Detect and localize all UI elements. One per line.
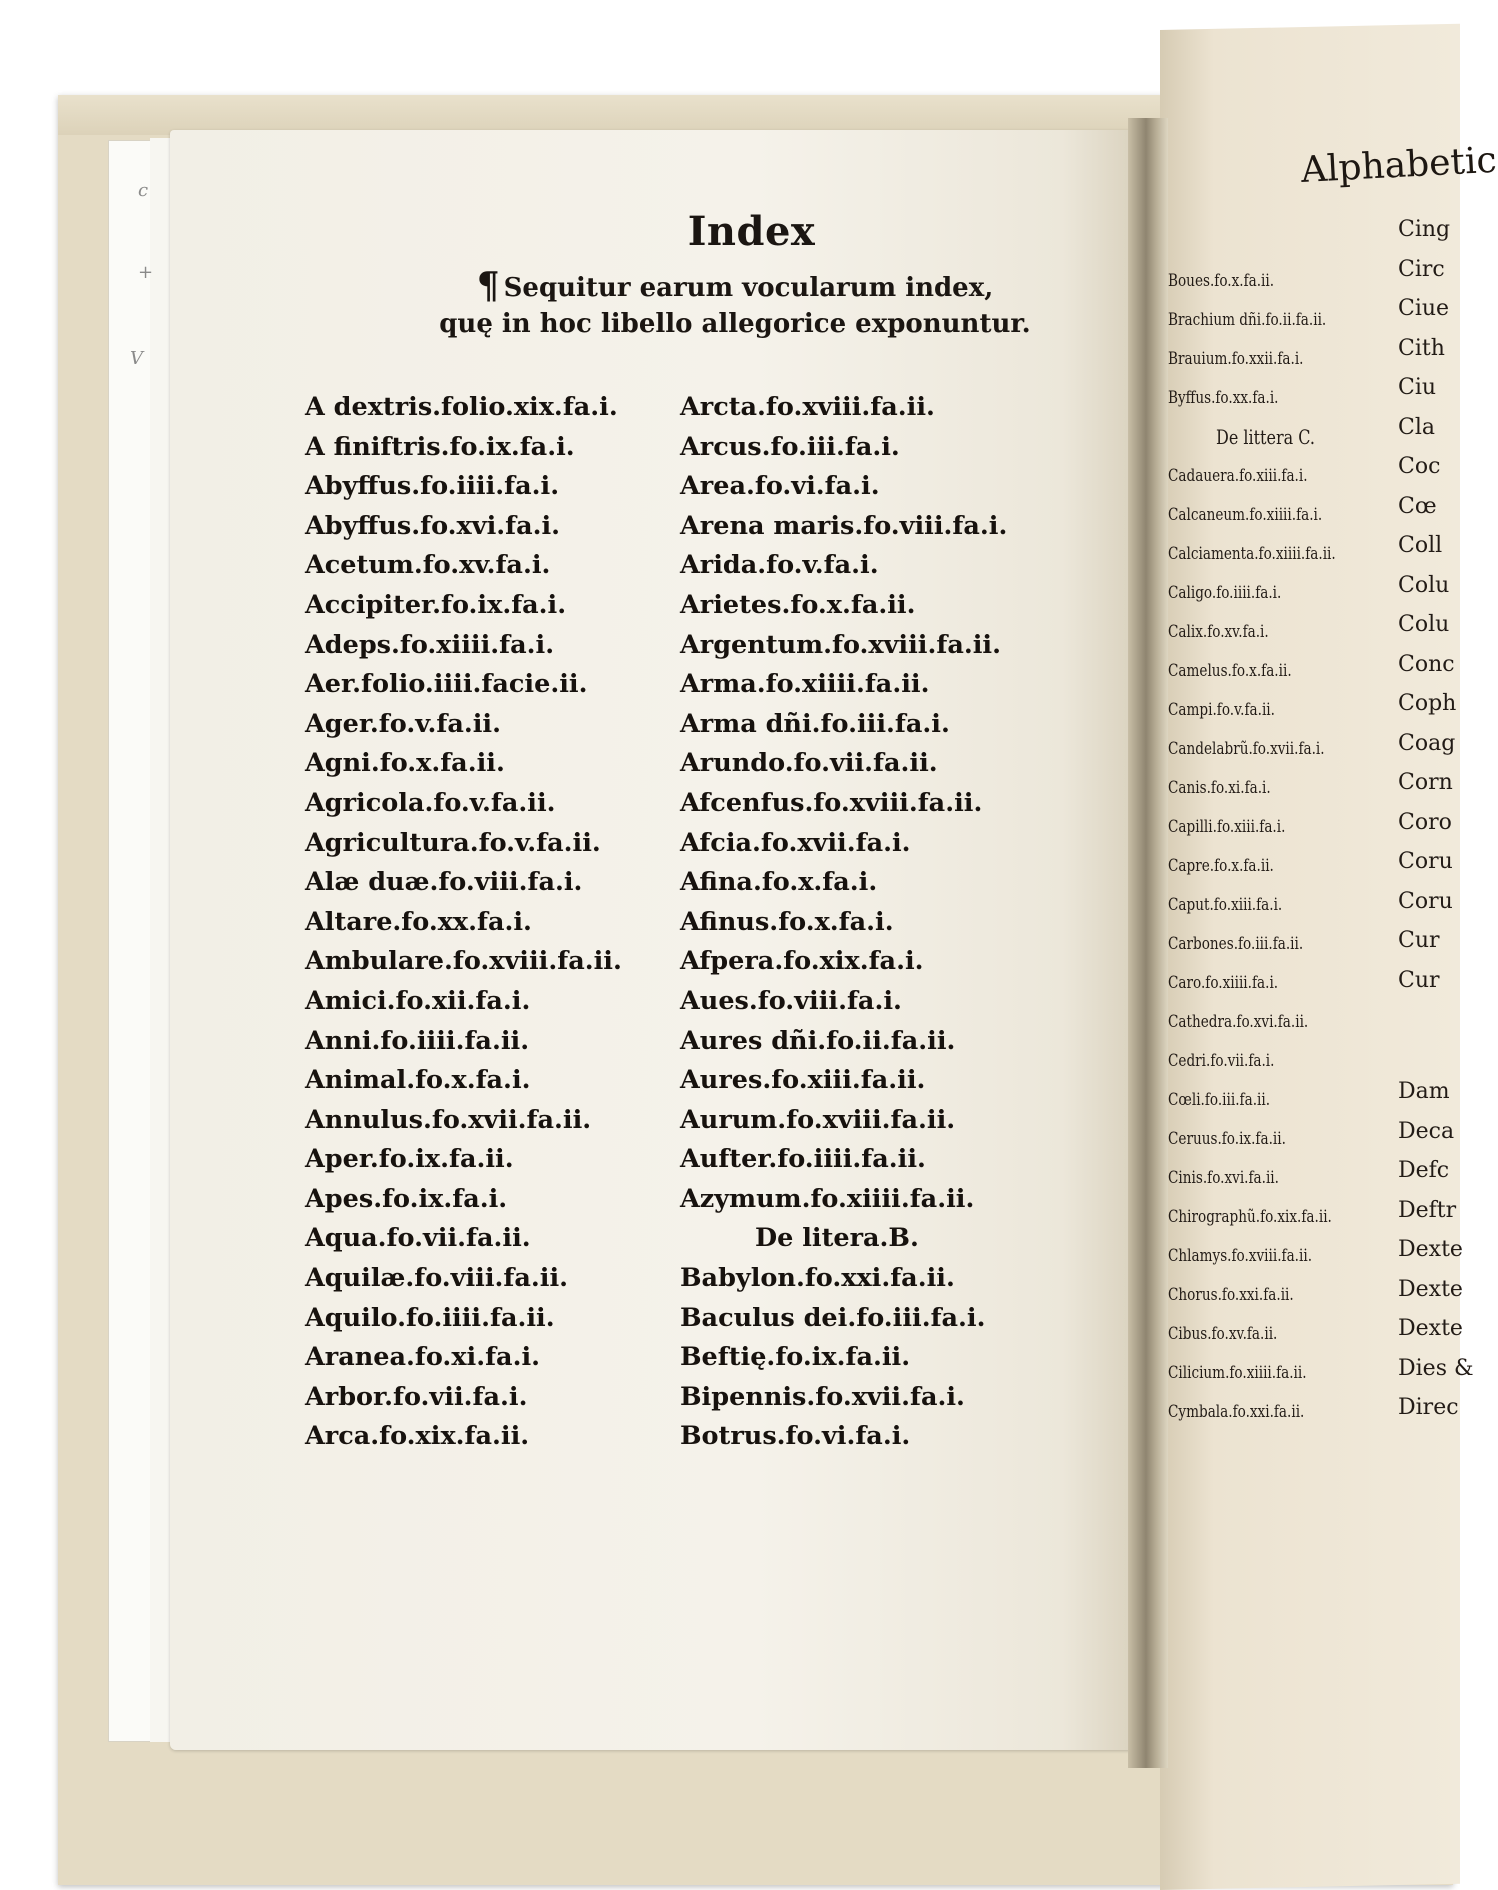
index-entry-fragment: Coru	[1398, 888, 1453, 914]
index-entry: Arbor.fo.vii.fa.i.	[305, 1381, 528, 1412]
index-entry: Afina.fo.x.fa.i.	[680, 867, 878, 898]
index-entry: Afinus.fo.x.fa.i.	[680, 906, 894, 937]
index-entry: Babylon.fo.xxi.fa.ii.	[680, 1263, 955, 1294]
index-entry: Cathedra.fo.xvi.fa.ii.	[1168, 1012, 1309, 1032]
pencil-mark: c	[138, 180, 149, 201]
index-entry: Beftię.fo.ix.fa.ii.	[680, 1342, 911, 1373]
index-entry: Afcia.fo.xvii.fa.i.	[680, 827, 911, 858]
index-entry: Animal.fo.x.fa.i.	[305, 1065, 531, 1096]
index-entry-fragment: Corn	[1398, 770, 1453, 795]
index-entry: Canis.fo.xi.fa.i.	[1168, 778, 1271, 798]
index-entry: Calciamenta.fo.xiiii.fa.ii.	[1168, 544, 1336, 564]
book-gutter	[1128, 118, 1168, 1768]
index-entry: Chirographũ.fo.xix.fa.ii.	[1168, 1207, 1332, 1227]
index-entry: Baculus dei.fo.iii.fa.i.	[680, 1302, 986, 1333]
index-entry: Arcus.fo.iii.fa.i.	[680, 431, 900, 462]
paragraph-mark-icon: ¶	[476, 265, 500, 307]
index-entry: Aranea.fo.xi.fa.i.	[305, 1342, 541, 1373]
index-entry: Arca.fo.xix.fa.ii.	[305, 1421, 530, 1452]
index-entry: Aqua.fo.vii.fa.ii.	[305, 1223, 531, 1254]
index-entry-fragment: Dexte	[1398, 1237, 1463, 1262]
index-entry: Apes.fo.ix.fa.i.	[305, 1183, 508, 1214]
index-entry-fragment: Ciue	[1398, 296, 1450, 321]
index-entry: Azymum.fo.xiiii.fa.ii.	[680, 1183, 975, 1214]
index-entry: Afcenfus.fo.xviii.fa.ii.	[680, 787, 983, 818]
index-entry: Aures dñi.fo.ii.fa.ii.	[680, 1025, 956, 1056]
index-entry: Botrus.fo.vi.fa.i.	[680, 1421, 911, 1452]
index-entry: Arietes.fo.x.fa.ii.	[680, 589, 916, 620]
index-column-1	[305, 388, 622, 1457]
index-entry: Cibus.fo.xv.fa.ii.	[1168, 1324, 1278, 1344]
index-entry-fragment: Cœ	[1398, 493, 1437, 519]
index-entry-fragment: Dexte	[1398, 1276, 1463, 1302]
index-entry-fragment: Deftr	[1398, 1197, 1457, 1223]
right-index-column-1	[1168, 262, 1336, 1432]
index-entry: Arma dñi.fo.iii.fa.i.	[680, 708, 950, 739]
index-entry: Altare.fo.xx.fa.i.	[305, 906, 532, 937]
index-entry: Carbones.fo.iii.fa.ii.	[1168, 934, 1304, 954]
index-entry: Brachium dñi.fo.ii.fa.ii.	[1168, 310, 1327, 330]
index-entry-fragment: Dies &	[1398, 1355, 1474, 1381]
index-entry: Adeps.fo.xiiii.fa.i.	[305, 629, 555, 660]
index-entry: Aquilæ.fo.viii.fa.ii.	[305, 1263, 569, 1294]
index-entry: Cymbala.fo.xxi.fa.ii.	[1168, 1402, 1305, 1422]
index-entry: Aurum.fo.xviii.fa.ii.	[680, 1104, 956, 1135]
index-entry-fragment: Deca	[1398, 1118, 1455, 1144]
index-entry-fragment: Cing	[1398, 217, 1451, 242]
index-entry: Cadauera.fo.xiii.fa.i.	[1168, 466, 1308, 486]
index-entry-fragment: Circ	[1398, 256, 1445, 282]
index-entry: Arundo.fo.vii.fa.ii.	[680, 748, 938, 779]
index-entry: Cilicium.fo.xiiii.fa.ii.	[1168, 1363, 1307, 1383]
index-entry-fragment: Ciu	[1398, 375, 1437, 400]
index-entry: Caro.fo.xiiii.fa.i.	[1168, 973, 1279, 993]
index-entry: Caput.fo.xiii.fa.i.	[1168, 895, 1283, 915]
index-entry-fragment: Conc	[1398, 651, 1455, 677]
index-entry: A finiftris.fo.ix.fa.i.	[305, 431, 575, 462]
index-entry: Agni.fo.x.fa.ii.	[305, 748, 505, 779]
index-entry: Argentum.fo.xviii.fa.ii.	[680, 629, 1001, 660]
index-entry-fragment: Coag	[1398, 730, 1456, 756]
index-entry-fragment: Coru	[1398, 849, 1453, 874]
index-entry: Aues.fo.viii.fa.i.	[680, 985, 902, 1016]
index-entry: Agricola.fo.v.fa.ii.	[305, 787, 556, 818]
index-entry: Alæ duæ.fo.viii.fa.i.	[305, 867, 583, 898]
index-entry: Cœli.fo.iii.fa.ii.	[1168, 1090, 1271, 1110]
pencil-mark: +	[138, 262, 154, 283]
index-entry: Camelus.fo.x.fa.ii.	[1168, 661, 1292, 681]
index-entry: Ambulare.fo.xviii.fa.ii.	[305, 946, 622, 977]
index-entry: Aures.fo.xiii.fa.ii.	[680, 1065, 926, 1096]
index-entry: Afpera.fo.xix.fa.i.	[680, 946, 924, 977]
index-entry: Bipennis.fo.xvii.fa.i.	[680, 1381, 965, 1412]
index-entry: Cinis.fo.xvi.fa.ii.	[1168, 1168, 1279, 1188]
index-entry: Aquilo.fo.iiii.fa.ii.	[305, 1302, 555, 1333]
index-entry: Ager.fo.v.fa.ii.	[305, 708, 501, 739]
index-entry: Arida.fo.v.fa.i.	[680, 550, 879, 581]
index-entry: Agricultura.fo.v.fa.ii.	[305, 827, 601, 858]
pencil-mark: V	[130, 348, 143, 369]
index-entry-fragment: Cla	[1398, 414, 1435, 440]
index-entry: A dextris.folio.xix.fa.i.	[305, 392, 618, 422]
index-entry: Cedri.fo.vii.fa.i.	[1168, 1051, 1275, 1071]
index-entry-fragment: Coll	[1398, 533, 1443, 558]
index-entry-fragment: Dexte	[1398, 1316, 1463, 1341]
index-entry: Area.fo.vi.fa.i.	[680, 471, 880, 502]
index-entry: Accipiter.fo.ix.fa.i.	[305, 589, 567, 620]
index-entry-fragment: Coro	[1398, 809, 1452, 835]
index-entry: Amici.fo.xii.fa.i.	[305, 985, 531, 1016]
section-heading-c: De littera C.	[1216, 425, 1315, 449]
section-heading-b: De litera.B.	[755, 1223, 919, 1254]
index-entry: Candelabrũ.fo.xvii.fa.i.	[1168, 739, 1325, 759]
index-entry-fragment: Coc	[1398, 454, 1441, 479]
index-entry: Arena maris.fo.viii.fa.i.	[680, 510, 1008, 541]
index-entry: Campi.fo.v.fa.ii.	[1168, 700, 1275, 720]
index-entry: Chlamys.fo.xviii.fa.ii.	[1168, 1246, 1313, 1266]
intro-line-2: quę in hoc libello allegorice exponuntur.	[439, 309, 1031, 339]
index-entry: Capilli.fo.xiii.fa.i.	[1168, 817, 1286, 837]
intro-line-1: Sequitur earum vocularum index,	[503, 273, 994, 303]
index-entry-fragment: Colu	[1398, 572, 1450, 598]
index-entry: Acetum.fo.xv.fa.i.	[305, 550, 551, 581]
index-entry: Arma.fo.xiiii.fa.ii.	[680, 669, 930, 700]
index-entry-fragment: Defc	[1398, 1158, 1450, 1183]
index-column-2	[680, 388, 1007, 1457]
index-entry-fragment: Dam	[1398, 1079, 1450, 1104]
index-entry: Annulus.fo.xvii.fa.ii.	[305, 1104, 592, 1135]
page-title: Index	[687, 208, 816, 255]
index-entry-fragment: Cith	[1398, 335, 1445, 361]
index-entry: Anni.fo.iiii.fa.ii.	[305, 1025, 530, 1056]
index-entry: Aper.fo.ix.fa.ii.	[305, 1144, 514, 1175]
index-entry: Caligo.fo.iiii.fa.i.	[1168, 583, 1282, 603]
index-entry-fragment: Cur	[1398, 928, 1440, 953]
right-index-column-2	[1398, 210, 1474, 1428]
index-entry: Calix.fo.xv.fa.i.	[1168, 622, 1269, 642]
index-entry: Calcaneum.fo.xiiii.fa.i.	[1168, 505, 1323, 525]
index-entry: Boues.fo.x.fa.ii.	[1168, 271, 1275, 291]
right-page-header: Alphabetic	[1300, 139, 1498, 191]
index-intro	[405, 265, 1065, 342]
index-entry: Brauium.fo.xxii.fa.i.	[1168, 349, 1304, 369]
index-entry: Ceruus.fo.ix.fa.ii.	[1168, 1129, 1286, 1149]
index-entry-fragment: Colu	[1398, 612, 1450, 637]
index-entry-fragment: Direc	[1398, 1395, 1459, 1420]
index-entry: Abyffus.fo.xvi.fa.i.	[305, 510, 561, 541]
index-entry: Capre.fo.x.fa.ii.	[1168, 856, 1274, 876]
index-entry: Abyffus.fo.iiii.fa.i.	[305, 471, 560, 502]
index-entry-fragment: Cur	[1398, 967, 1440, 993]
index-entry-fragment: Coph	[1398, 691, 1457, 716]
index-entry: Byffus.fo.xx.fa.i.	[1168, 388, 1279, 408]
index-entry: Aer.folio.iiii.facie.ii.	[305, 669, 588, 700]
index-entry: Arcta.fo.xviii.fa.ii.	[680, 392, 935, 422]
index-entry: Chorus.fo.xxi.fa.ii.	[1168, 1285, 1294, 1305]
index-entry: Aufter.fo.iiii.fa.ii.	[680, 1144, 926, 1175]
